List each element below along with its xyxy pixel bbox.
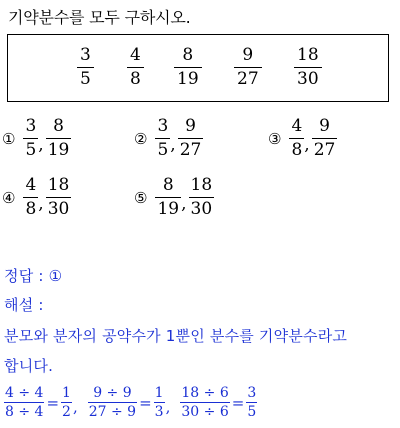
equation-lhs-fraction: $\frac{9 \div 9}{27 \div 9}$: [88, 385, 137, 420]
box-fraction: 3 5: [79, 47, 92, 88]
box-fraction: 9 27: [236, 47, 260, 88]
question-text: 기약분수를 모두 구하시오.: [8, 8, 191, 27]
option-fraction: $\frac{4}{8}$: [291, 116, 303, 160]
option-marker: ④: [2, 188, 16, 207]
option-marker: ②: [134, 129, 148, 148]
equation-lhs-fraction: $\frac{4 \div 4}{8 \div 4}$: [5, 385, 44, 420]
option-fraction: $\frac{3}{5}$: [25, 116, 37, 160]
box-fraction: 4 8: [129, 47, 142, 88]
equals-sign: =: [46, 393, 60, 412]
box-fraction: 18 30: [296, 47, 320, 88]
option-4[interactable]: ④ $\frac{4}{8}$ , $\frac{18}{30}$: [2, 175, 70, 219]
option-fraction: $\frac{9}{27}$: [313, 116, 336, 160]
option-fraction: $\frac{8}{19}$: [157, 175, 180, 219]
option-fraction: $\frac{18}{30}$: [47, 175, 70, 219]
equation-rhs-fraction: $\frac{1}{2}$: [62, 385, 71, 420]
explanation-line-1: 분모와 분자의 공약수가 1뿐인 분수를 기약분수라고: [4, 327, 348, 345]
option-fraction: $\frac{4}{8}$: [25, 175, 37, 219]
option-1[interactable]: ① $\frac{3}{5}$ , $\frac{8}{19}$: [2, 116, 70, 160]
equation-rhs-fraction: $\frac{1}{3}$: [154, 385, 164, 420]
option-marker: ①: [2, 129, 16, 148]
option-fraction: $\frac{9}{27}$: [179, 116, 202, 160]
option-5[interactable]: ⑤ $\frac{8}{19}$ , $\frac{18}{30}$: [134, 175, 213, 219]
option-fraction: $\frac{8}{19}$: [47, 116, 70, 160]
explanation-label: 해설 :: [4, 296, 44, 314]
fraction-box: [7, 34, 389, 102]
option-2[interactable]: ② $\frac{3}{5}$ , $\frac{9}{27}$: [134, 116, 202, 160]
explanation-line-2: 합니다.: [4, 357, 54, 375]
option-marker: ③: [268, 129, 282, 148]
box-fraction: 8 19: [176, 47, 200, 88]
option-marker: ⑤: [134, 188, 148, 207]
equals-sign: =: [231, 393, 245, 412]
equation-rhs-fraction: $\frac{3}{5}$: [247, 385, 257, 420]
equation-row: $\frac{4 \div 4}{8 \div 4}$ = $\frac{1}{2}$ , $\frac{9 \div 9}{27 \div 9}$ = $\frac{1}{3}$ , $\frac{18 \div 6}{30 \div 6}$ = $\frac{3}{5}$: [5, 385, 257, 420]
equation-lhs-fraction: $\frac{18 \div 6}{30 \div 6}$: [181, 385, 229, 420]
option-3[interactable]: ③ $\frac{4}{8}$ , $\frac{9}{27}$: [268, 116, 336, 160]
equals-sign: =: [139, 393, 152, 412]
option-fraction: $\frac{3}{5}$: [157, 116, 169, 160]
answer-label: 정답 : ①: [4, 267, 63, 285]
option-fraction: $\frac{18}{30}$: [190, 175, 213, 219]
